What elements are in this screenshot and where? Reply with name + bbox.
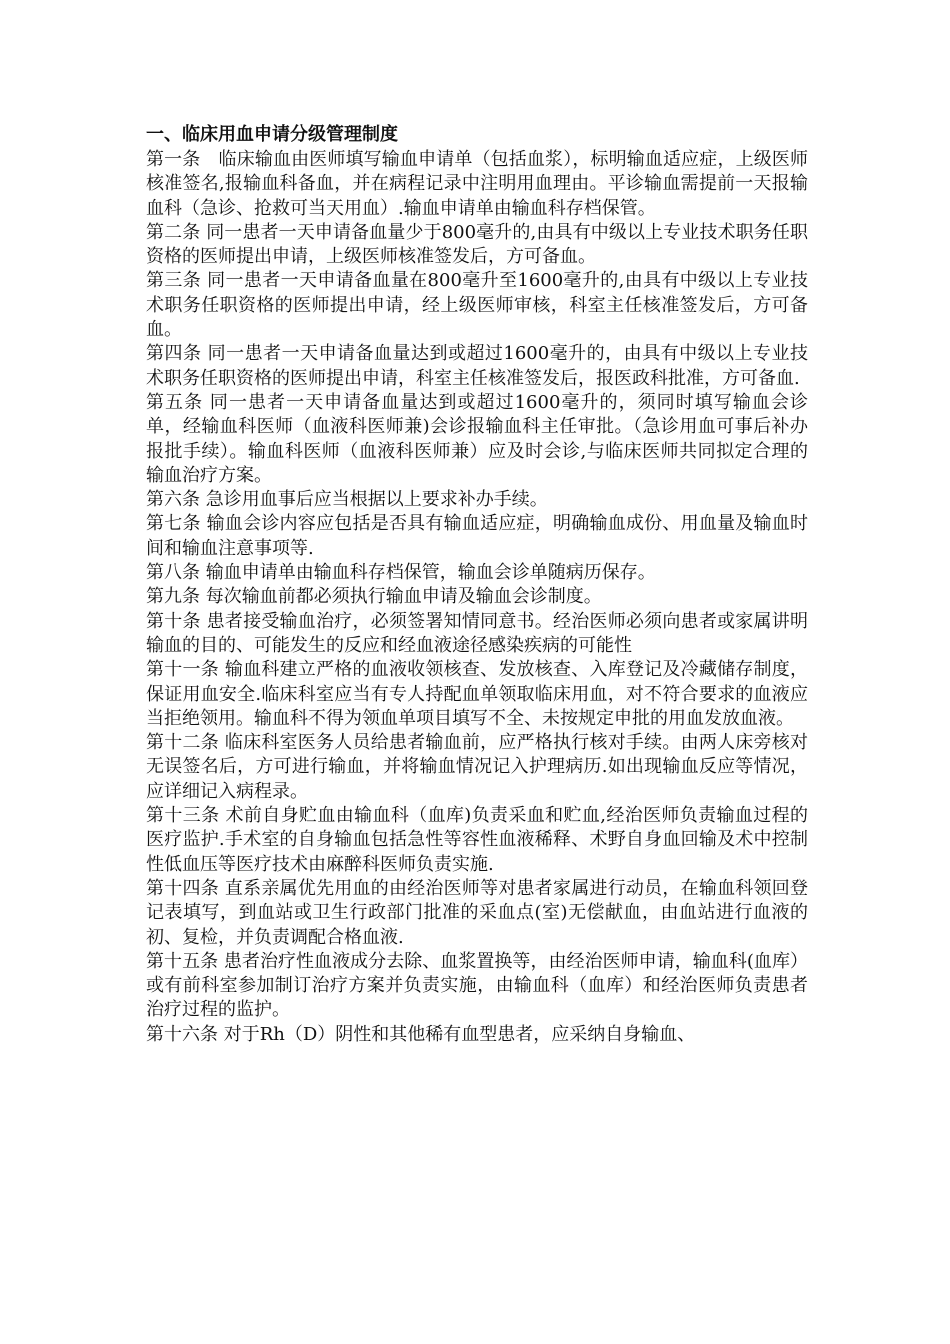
- article-7: 第七条 输血会诊内容应包括是否具有输血适应症，明确输血成份、用血量及输血时间和输血注意事项等.: [146, 513, 808, 559]
- article-11: 第十一条 输血科建立严格的血液收领核查、发放核查、入库登记及冷藏储存制度，保证用血安全.临床科室应当有专人持配血单领取临床用血，对不符合要求的血液应当拒绝领用。输血科不得为领血单项目填写不全、未按规定申批的用血发放血液。: [146, 659, 808, 729]
- article-10: 第十条 患者接受输血治疗，必须签署知情同意书。经治医师必须向患者或家属讲明输血的目的、可能发生的反应和经血液途径感染疾病的可能性: [146, 610, 808, 656]
- article-4: 第四条 同一患者一天申请备血量达到或超过1600毫升的，由具有中级以上专业技术职务任职资格的医师提出申请，科室主任核准签发后，报医政科批准，方可备血.: [146, 343, 808, 389]
- article-5: 第五条 同一患者一天申请备血量达到或超过1600毫升的，须同时填写输血会诊单，经输血科医师（血液科医师兼)会诊报输血科主任审批。（急诊用血可事后补办报批手续）。输血科医师（血液科医师兼）应及时会诊,与临床医师共同拟定合理的输血治疗方案。: [146, 391, 808, 486]
- article-1: 第一条 临床输血由医师填写输血申请单（包括血浆），标明输血适应症，上级医师核准签名,报输血科备血，并在病程记录中注明用血理由。平诊输血需提前一天报输血科（急诊、抢救可当天用血）.输血申请单由输血科存档保管。: [146, 149, 808, 219]
- article-13: 第十三条 术前自身贮血由输血科（血库)负责采血和贮血,经治医师负责输血过程的医疗监护.手术室的自身输血包括急性等容性血液稀释、术野自身血回输及术中控制性低血压等医疗技术由麻醉科医师负责实施.: [146, 805, 808, 875]
- article-8: 第八条 输血申请单由输血科存档保管，输血会诊单随病历保存。: [146, 562, 656, 584]
- article-14: 第十四条 直系亲属优先用血的由经治医师等对患者家属进行动员，在输血科领回登记表填写，到血站或卫生行政部门批准的采血点(室)无偿献血，由血站进行血液的初、复检，并负责调配合格血液.: [146, 877, 808, 948]
- article-2: 第二条 同一患者一天申请备血量少于800毫升的,由具有中级以上专业技术职务任职资格的医师提出申请，上级医师核准签发后，方可备血。: [146, 221, 808, 268]
- article-6: 第六条 急诊用血事后应当根据以上要求补办手续。: [146, 489, 548, 511]
- document-title: 一、临床用血申请分级管理制度: [146, 124, 398, 145]
- document-page: [146, 122, 808, 1047]
- article-3: 第三条 同一患者一天申请备血量在800毫升至1600毫升的,由具有中级以上专业技术职务任职资格的医师提出申请，经上级医师审核，科室主任核准签发后，方可备血。: [146, 270, 808, 341]
- article-9: 第九条 每次输血前都必须执行输血申请及输血会诊制度。: [146, 586, 602, 608]
- article-12: 第十二条 临床科室医务人员给患者输血前，应严格执行核对手续。由两人床旁核对无误签名后，方可进行输血，并将输血情况记入护理病历.如出现输血反应等情况，应详细记入病程录。: [146, 732, 808, 802]
- article-16: 第十六条 对于Rh（D）阴性和其他稀有血型患者，应采纳自身输血、: [146, 1023, 696, 1045]
- article-15: 第十五条 患者治疗性血液成分去除、血浆置换等，由经治医师申请，输血科(血库）或有前科室参加制订治疗方案并负责实施，由输血科（血库）和经治医师负责患者治疗过程的监护。: [146, 950, 808, 1021]
